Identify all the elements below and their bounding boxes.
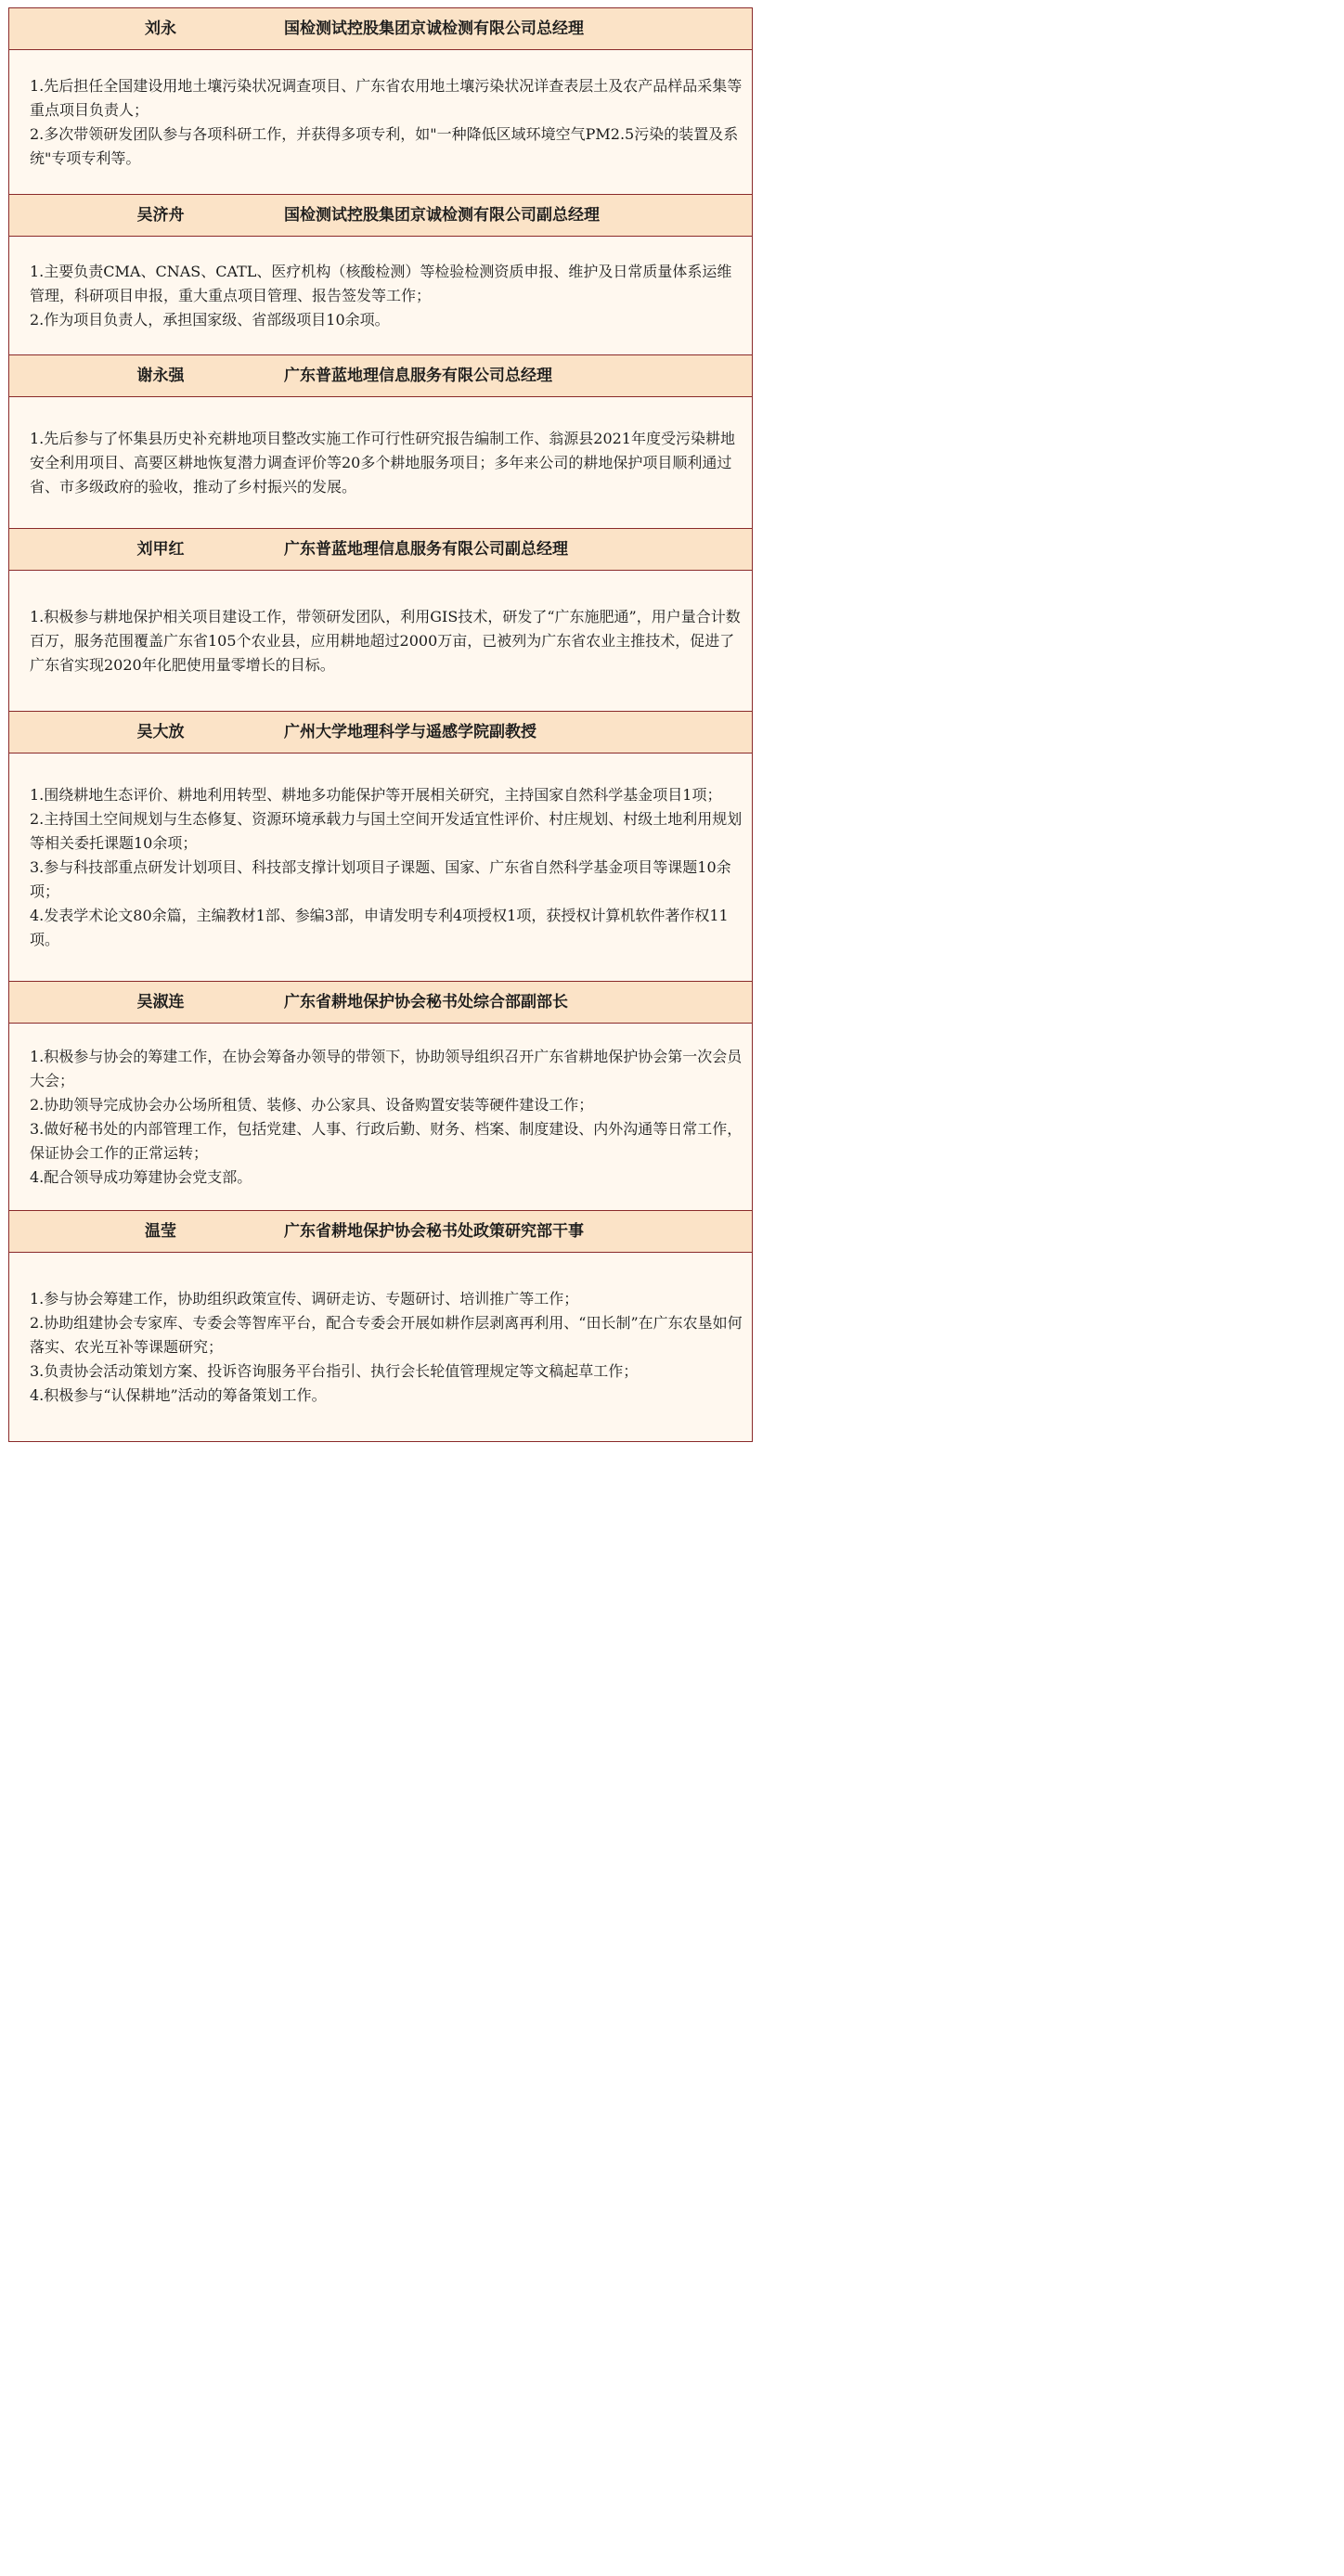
- person-header: [9, 712, 752, 753]
- person-name: 吴济舟: [136, 206, 185, 225]
- person-block: [9, 1211, 752, 1441]
- person-title: 广东省耕地保护协会秘书处政策研究部干事: [284, 1222, 584, 1241]
- description-item: 1.参与协会筹建工作，协助组织政策宣传、调研走访、专题研讨、培训推广等工作；: [30, 1289, 579, 1307]
- person-header: [9, 529, 752, 571]
- description-item: 4.发表学术论文80余篇，主编教材1部、参编3部，申请发明专利4项授权1项，获授权计算机软件著作权11项。: [30, 906, 729, 948]
- person-description: [9, 571, 752, 711]
- person-name: 刘甲红: [136, 540, 185, 559]
- person-name: 温莹: [145, 1222, 176, 1241]
- person-description: [9, 237, 752, 354]
- description-item: 4.配合领导成功筹建协会党支部。: [30, 1167, 252, 1186]
- description-item: 2.主持国土空间规划与生态修复、资源环境承载力与国土空间开发适宜性评价、村庄规划、村级土地利用规划等相关委托课题10余项；: [30, 809, 743, 852]
- person-description: [9, 753, 752, 981]
- description-item: 3.做好秘书处的内部管理工作，包括党建、人事、行政后勤、财务、档案、制度建设、内外沟通等日常工作，保证协会工作的正常运转；: [30, 1119, 743, 1162]
- person-block: [9, 529, 752, 712]
- person-header: [9, 1211, 752, 1253]
- description-item: 3.参与科技部重点研发计划项目、科技部支撑计划项目子课题、国家、广东省自然科学基金项目等课题10余项；: [30, 857, 731, 900]
- person-name: 刘永: [145, 19, 176, 38]
- person-description: [9, 1024, 752, 1210]
- person-title: 国检测试控股集团京诚检测有限公司总经理: [284, 19, 584, 38]
- description-item: 1.先后担任全国建设用地土壤污染状况调查项目、广东省农用地土壤污染状况详查表层土及农产品样品采集等重点项目负责人；: [30, 76, 743, 119]
- description-item: 1.围绕耕地生态评价、耕地利用转型、耕地多功能保护等开展相关研究，主持国家自然科学基金项目1项；: [30, 785, 722, 804]
- description-item: 1.积极参与协会的筹建工作，在协会筹备办领导的带领下，协助领导组织召开广东省耕地保护协会第一次会员大会；: [30, 1047, 743, 1089]
- person-description: [9, 1253, 752, 1441]
- person-name: 吴大放: [136, 723, 185, 741]
- person-header: [9, 355, 752, 397]
- description-item: 1.主要负责CMA、CNAS、CATL、医疗机构（核酸检测）等检验检测资质申报、维护及日常质量体系运维管理，科研项目申报，重大重点项目管理、报告签发等工作；: [30, 262, 732, 304]
- person-title: 广州大学地理科学与遥感学院副教授: [284, 723, 536, 741]
- description-item: 2.作为项目负责人，承担国家级、省部级项目10余项。: [30, 310, 390, 328]
- person-header: [9, 195, 752, 237]
- person-header: [9, 982, 752, 1024]
- description-item: 2.多次带领研发团队参与各项科研工作，并获得多项专利，如"一种降低区域环境空气PM2.5污染的装置及系统"专项专利等。: [30, 124, 739, 167]
- person-header: [9, 8, 752, 50]
- description-item: 1.积极参与耕地保护相关项目建设工作，带领研发团队，利用GIS技术，研发了“广东施肥通”，用户量合计数百万，服务范围覆盖广东省105个农业县，应用耕地超过2000万亩，已被列为广东省农业主推技术，促进了广东省实现2020年化肥使用量零增长的目标。: [30, 607, 741, 674]
- person-block: [9, 8, 752, 195]
- person-title: 国检测试控股集团京诚检测有限公司副总经理: [284, 206, 600, 225]
- person-block: [9, 195, 752, 355]
- person-block: [9, 355, 752, 529]
- person-description: [9, 50, 752, 194]
- person-title: 广东普蓝地理信息服务有限公司副总经理: [284, 540, 568, 559]
- description-item: 1.先后参与了怀集县历史补充耕地项目整改实施工作可行性研究报告编制工作、翁源县2021年度受污染耕地安全利用项目、高要区耕地恢复潜力调查评价等20多个耕地服务项目；多年来公司的耕地保护项目顺利通过省、市多级政府的验收，推动了乡村振兴的发展。: [30, 429, 735, 496]
- description-item: 2.协助领导完成协会办公场所租赁、装修、办公家具、设备购置安装等硬件建设工作；: [30, 1095, 594, 1114]
- person-block: [9, 982, 752, 1211]
- person-name: 谢永强: [136, 367, 185, 385]
- description-item: 2.协助组建协会专家库、专委会等智库平台，配合专委会开展如耕作层剥离再利用、“田长制”在广东农垦如何落实、农光互补等课题研究；: [30, 1313, 743, 1356]
- description-item: 4.积极参与“认保耕地”活动的筹备策划工作。: [30, 1385, 327, 1404]
- description-item: 3.负责协会活动策划方案、投诉咨询服务平台指引、执行会长轮值管理规定等文稿起草工作；: [30, 1361, 639, 1380]
- person-title: 广东普蓝地理信息服务有限公司总经理: [284, 367, 552, 385]
- person-block: [9, 712, 752, 982]
- person-name: 吴淑连: [136, 993, 185, 1011]
- staff-table: [8, 7, 753, 1442]
- person-description: [9, 397, 752, 528]
- person-title: 广东省耕地保护协会秘书处综合部副部长: [284, 993, 568, 1011]
